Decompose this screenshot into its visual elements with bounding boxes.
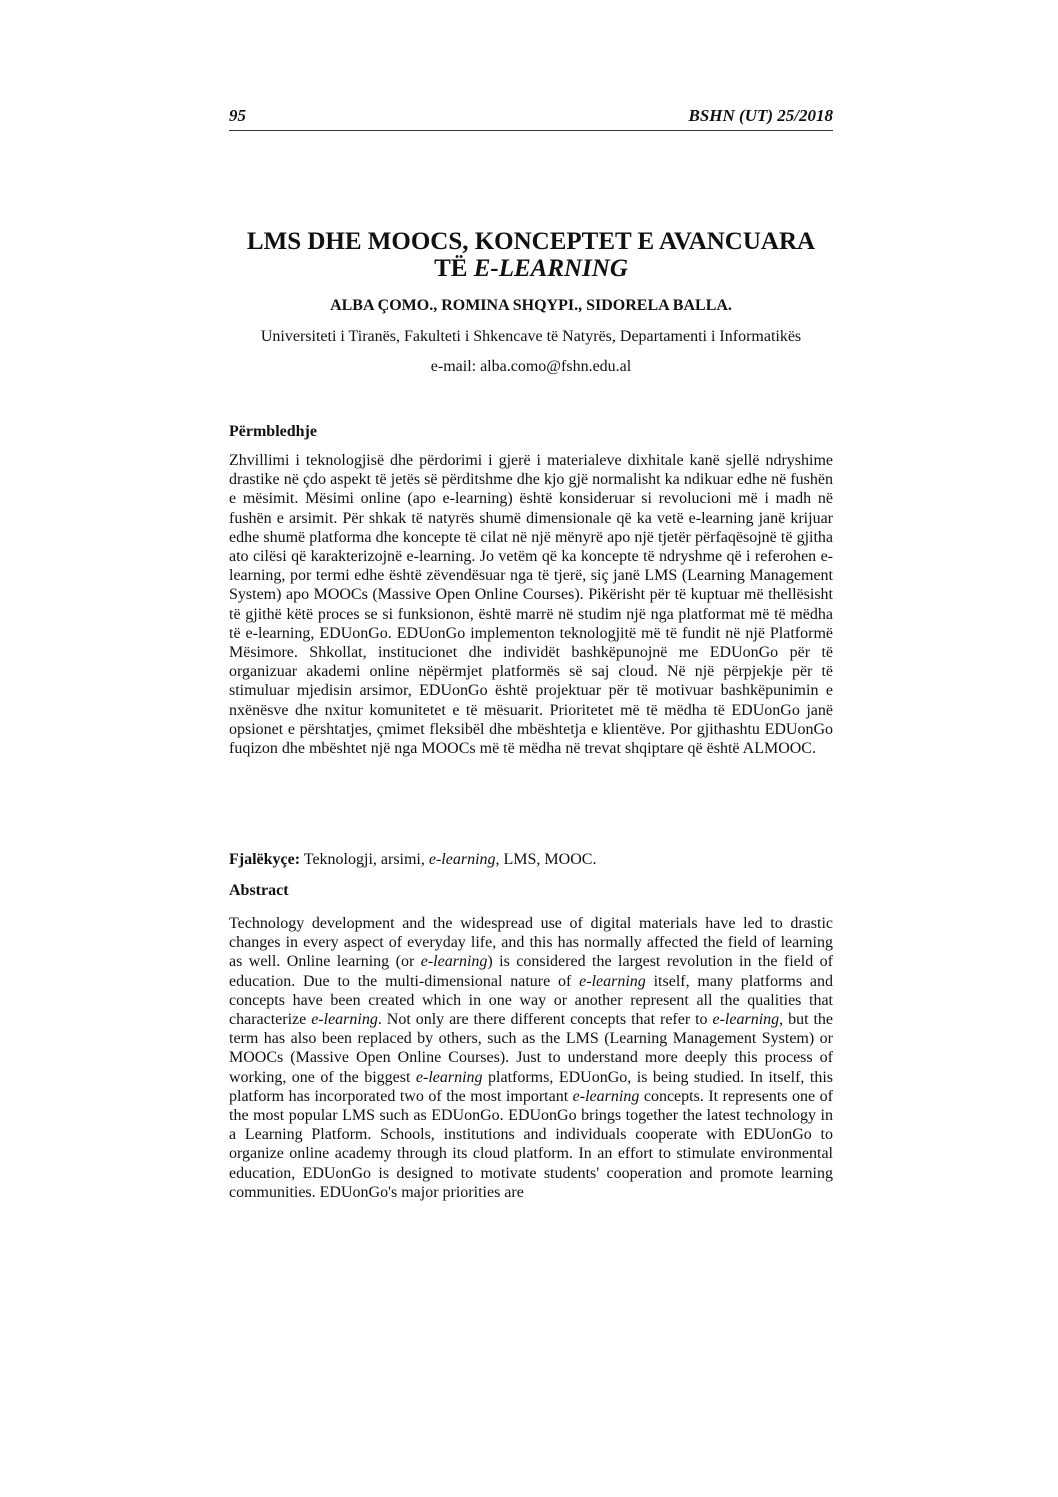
summary-paragraph: Zhvillimi i teknologjisë dhe përdorimi i gjerë i materialeve dixhitale kanë sjellë ndryshime drastike në çdo aspekt të jetës së përditshme dhe kjo gjë normalisht ka ndikuar edhe në fushën e mësimit. Mësimi online (apo e-learning) është konsideruar si revolucioni më i madh në fushën e arsimit. Për shkak të natyrës shumë dimensionale që ka vetë e-learning janë krijuar edhe shumë platforma dhe koncepte të cilat në një mënyrë apo një tjetër përfaqësojnë të gjitha ato cilësi që karakterizojnë e-learning. Jo vetëm që ka koncepte të ndryshme që i referohen e-learning, por termi edhe është zëvendësuar nga të tjerë, siç janë LMS (Learning Management System) apo MOOCs (Massive Open Online Courses). Pikërisht për të kuptuar më thellësisht të gjithë këtë proces se si funksionon, është marrë në studim një nga platformat më të mëdha të e-learning, EDUonGo. EDUonGo implementon teknologjitë më të fundit në një Platformë Mësimore. Shkollat, institucionet dhe individët bashkëpunojnë me EDUonGo për të organizuar akademi online nëpërmjet platformës së saj cloud. Në një përpjekje për të stimuluar mjedisin arsimor, EDUonGo është projektuar për të motivuar bashkëpunimin e nxënësve dhe nxitur komunitetet e të mësuarit. Prioritetet më të mëdha të EDUonGo janë opsionet e përshtatjes, çmimet fleksibël dhe mbështetja e klientëve. Por gjithashtu EDUonGo fuqizon dhe mbështet një nga MOOCs më të mëdha në trevat shqiptare që është ALMOOC. [229, 452, 833, 758]
abstract-seg: platforms, EDUonGo, is being studied. In itself, this platform has incorporated two of the most important [229, 1068, 833, 1105]
abstract-paragraph [229, 914, 833, 1202]
abstract-seg: itself, many platforms and concepts have been created which in one way or another represent all the qualities that characterize [229, 972, 833, 1029]
abstract-term: e-learning [572, 1087, 640, 1105]
title-line-2-italic: E-LEARNING [473, 255, 628, 282]
journal-citation: BSHN (UT) 25/2018 [688, 106, 833, 125]
title-line-2 [229, 255, 833, 282]
affiliation: Universiteti i Tiranës, Fakulteti i Shkencave të Natyrës, Departamenti i Informatikës [260, 328, 802, 345]
paper-title [229, 228, 833, 282]
abstract-heading: Abstract [229, 882, 289, 899]
keywords-label: Fjalëkyçe: [229, 851, 301, 868]
abstract-seg: ) is considered the largest revolution in the field of education. Due to the multi-dimensional nature of [229, 953, 834, 990]
keywords-part-1: Teknologji, arsimi, [300, 851, 429, 868]
abstract-seg: concepts. It represents one of the most popular LMS such as EDUonGo. EDUonGo brings together the latest technology in a Learning Platform. Schools, institutions and individuals cooperate with EDUonGo to organize online academy through its cloud platform. In an effort to stimulate environmental education, EDUonGo is designed to motivate students' cooperation and promote learning communities. EDUonGo's major priorities are [229, 1087, 833, 1201]
page-number: 95 [229, 106, 246, 125]
author-list: ALBA ÇOMO., ROMINA SHQYPI., SIDORELA BALLA. [330, 297, 732, 314]
contact-email: e-mail: alba.como@fshn.edu.al [430, 358, 632, 375]
abstract-term: e-learning [712, 1011, 780, 1029]
title-line-2-prefix: TË [434, 255, 474, 282]
abstract-term: e-learning [415, 1068, 483, 1086]
keywords-italic: e-learning [428, 851, 496, 868]
abstract-term: e-learning [311, 1011, 378, 1029]
abstract-term: e-learning [579, 972, 646, 990]
keywords-line [229, 851, 833, 869]
abstract-seg: . Not only are there different concepts that refer to [377, 1011, 713, 1029]
abstract-seg: , but the term has also been replaced by others, such as the LMS (Learning Management System) or MOOCs (Massive Open Online Courses). Just to understand more deeply this process of working, one of the biggest [229, 1011, 833, 1086]
title-line-1: LMS DHE MOOCS, KONCEPTET E AVANCUARA [246, 228, 816, 255]
keywords-part-2: , LMS, MOOC. [495, 851, 597, 868]
abstract-seg: Technology development and the widespread use of digital materials have led to drastic changes in every aspect of everyday life, and this has normally affected the field of learning as well. Online learning (or [229, 915, 833, 971]
abstract-term: e-learning [420, 953, 488, 971]
running-header [229, 104, 833, 131]
summary-heading: Përmbledhje [229, 423, 317, 440]
